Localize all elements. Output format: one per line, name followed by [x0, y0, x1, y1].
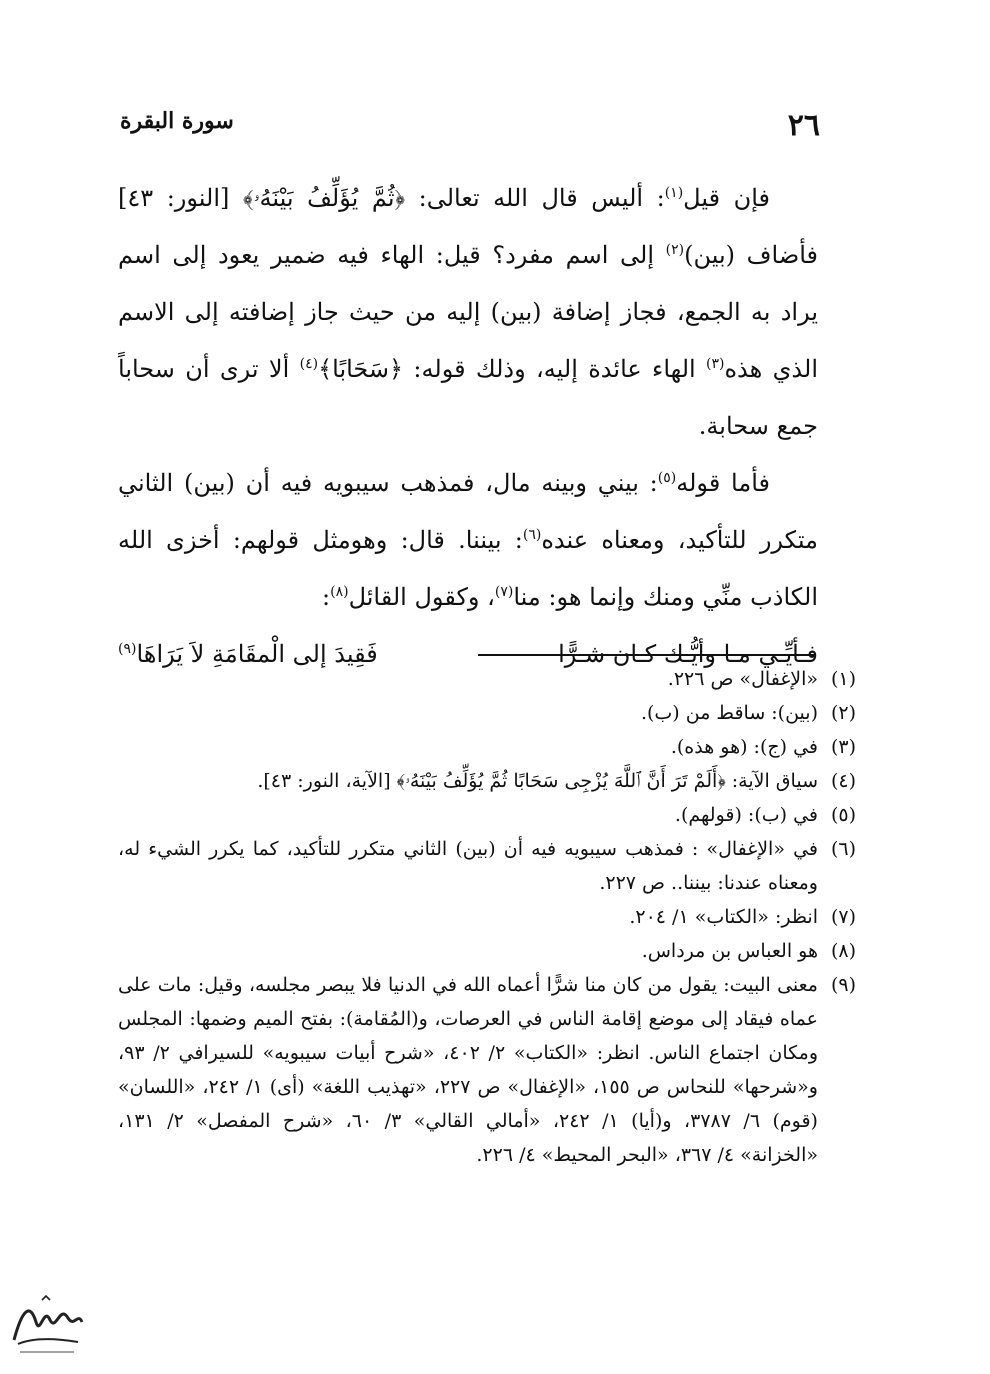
- footnote-item: [118, 764, 856, 798]
- surah-title: سورة البقرة: [120, 108, 234, 134]
- footnote-marker: (٦): [522, 527, 542, 543]
- verse-second-hemistich: فَقِيدَ إلى الْمقَامَةِ لاَ يَرَاهَا$^{(٩)}$: [118, 640, 378, 668]
- page-header: [120, 108, 820, 148]
- main-text: [118, 170, 818, 683]
- footnotes-section: [118, 662, 856, 1172]
- footnote-item: [118, 832, 856, 900]
- footnote-text: معنى البيت: يقول من كان منا شرًّا أعماه الله في الدنيا فلا يبصر مجلسه، وقيل: مات على عماه فيقاد إلى موضع إقامة الناس في العرصات، و(المُقامة): بفتح الميم وضمها: المجلس ومكان اجتماع الناس. انظر: «الكتاب» ٢/ ٤٠٢، «شرح أبيات سيبويه» للسيرافي ٢/ ٩٣، و«شرحها» للنحاس ص ١٥٥، «الإغفال» ص ٢٢٧، «تهذيب اللغة» (أى) ١/ ٢٤٢، «اللسان» (قوم) ٦/ ٣٧٨٧، و(أيا) ١/ ٢٤٢، «أمالي القالي» ٣/ ٦٠، «شرح المفصل» ٢/ ١٣١، «الخزانة» ٤/ ٣٦٧، «البحر المحيط» ٤/ ٢٢٦.: [118, 974, 818, 1166]
- footnote-number: (٥): [830, 804, 856, 826]
- footnote-item: [118, 798, 856, 832]
- footnote-text: هو العباس بن مرداس.: [641, 940, 818, 962]
- footnote-number: (٧): [830, 906, 856, 928]
- footnote-marker: (٥): [657, 470, 677, 486]
- text-segment: :: [322, 583, 331, 611]
- footnote-marker: (٣): [706, 356, 725, 372]
- footnote-marker: (١): [664, 185, 684, 201]
- text-segment: فأما قوله: [676, 469, 770, 497]
- footnote-text: سياق الآية: ﴿أَلَمْ تَرَ أَنَّ ٱللَّهَ يُزْجِى سَحَابًا ثُمَّ يُؤَلِّفُ بَيْنَهُۥ﴾ [الآية، النور: ٤٣].: [257, 770, 818, 792]
- text-segment: : بيننا. قال: وهومثل قولهم: أخزى الله الكاذب منِّي ومنك وإنما هو: منا: [118, 526, 818, 611]
- footnote-text: في (ج): (هو هذه).: [670, 736, 818, 758]
- footnote-text: انظر: «الكتاب» ١/ ٢٠٤.: [629, 906, 818, 928]
- text-segment: الهاء عائدة إليه، وذلك قوله: ﴿سَحَابًا﴾: [318, 355, 706, 383]
- footnote-item: [118, 662, 856, 696]
- footnote-number: (٦): [830, 838, 856, 860]
- text-segment: ألا ترى أن سحاباً جمع سحابة.: [118, 355, 818, 440]
- footnote-number: (٢): [830, 702, 856, 724]
- text-segment: إلى اسم مفرد؟ قيل: الهاء فيه ضمير يعود إلى اسم يراد به الجمع، فجاز إضافة (بين) إليه من حيث جاز إضافته إلى الاسم الذي هذه: [118, 241, 818, 383]
- footnote-item: [118, 730, 856, 764]
- footnote-marker: (٧): [494, 584, 514, 600]
- footnote-marker: (٢): [665, 242, 685, 258]
- footnote-number: (٩): [830, 974, 856, 996]
- footnote-item: [118, 696, 856, 730]
- text-segment: ، وكقول القائل: [348, 583, 495, 611]
- page-number: ٢٦: [787, 108, 820, 143]
- text-segment: : أليس قال الله تعالى: ﴿ثُمَّ يُؤَلِّفُ بَيْنَهُۥ﴾ [النور: ٤٣] فأضاف (بين): [118, 184, 819, 269]
- footnote-text: «الإغفال» ص ٢٢٦.: [667, 668, 818, 690]
- footnote-item: [118, 968, 856, 1172]
- text-segment: فإن قيل: [683, 184, 770, 212]
- footnote-separator: [478, 654, 816, 656]
- verse-first-hemistich: فـأيِّـي مـا وأيُّـك كـان شـرًّا: [558, 640, 818, 668]
- footnote-item: [118, 934, 856, 968]
- footnote-item: [118, 900, 856, 934]
- footnote-text: في «الإغفال» : فمذهب سيبويه فيه أن (بين) الثاني متكرر للتأكيد، كما يكرر الشيء له، ومعناه عندنا: بيننا.. ص ٢٢٧.: [118, 838, 818, 894]
- footnote-number: (٣): [830, 736, 856, 758]
- footnote-marker: (٤): [299, 356, 319, 372]
- logo-calligraphy-icon: [8, 1292, 86, 1358]
- paragraph: [118, 455, 818, 626]
- footnote-text: في (ب): (قولهم).: [674, 804, 818, 826]
- footnote-marker: (٨): [330, 584, 349, 600]
- footnote-marker: (٩): [118, 641, 137, 657]
- footnote-number: (١): [830, 668, 856, 690]
- paragraph: [118, 170, 818, 455]
- footnote-number: (٤): [830, 770, 856, 792]
- footnote-number: (٨): [830, 940, 856, 962]
- footnote-text: (بين): ساقط من (ب).: [640, 702, 818, 724]
- text-segment: : بيني وبينه مال، فمذهب سيبويه فيه أن (بين) الثاني متكرر للتأكيد، ومعناه عنده: [118, 469, 819, 554]
